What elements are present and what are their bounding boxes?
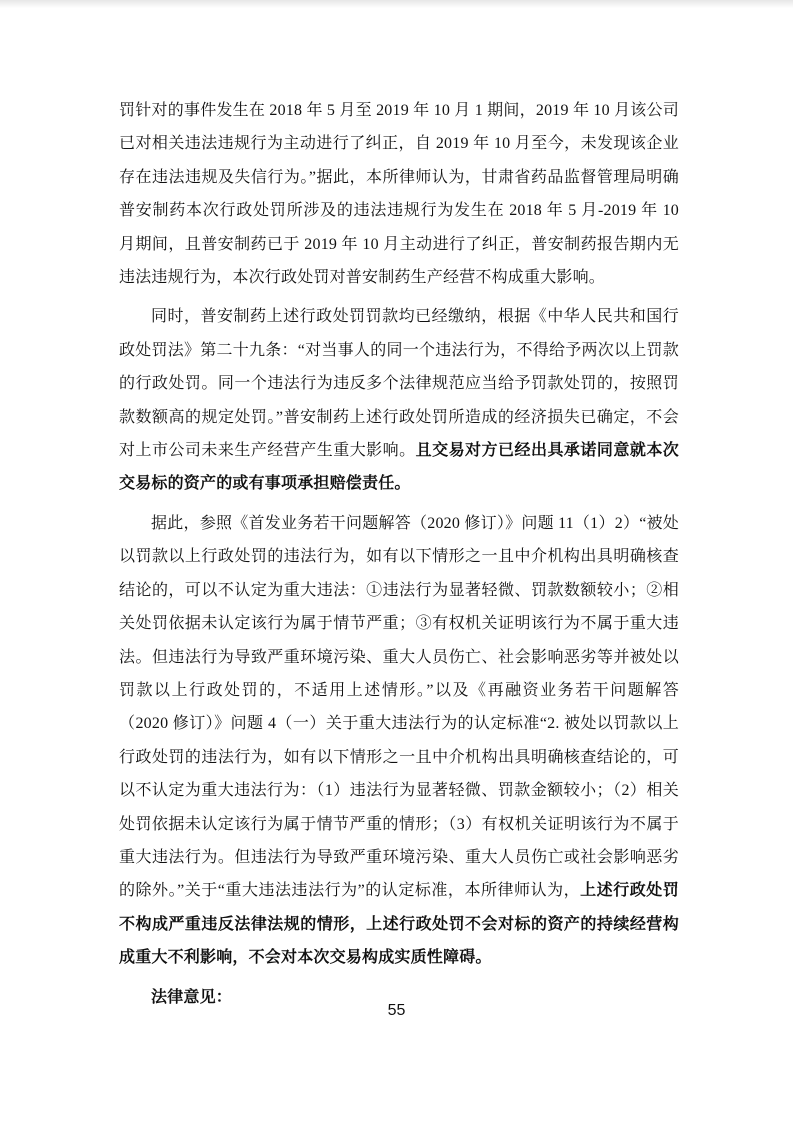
body-text: 据此，参照《首发业务若干问题解答（2020 修订）》问题 11（1）2）“被处以罚款以上行政处罚的违法行为，如有以下情形之一且中介机构出具明确核查结论的，可以不认定为重大违法：①违法行为显著轻微、罚款数额较小；②相关处罚依据未认定该行为属于情节严重；③有权机关证明该行为不属于重大违法。但违法行为导致严重环境污染、重大人员伤亡、社会影响恶劣等并被处以罚款以上行政处罚的，不适用上述情形。”以及《再融资业务若干问题解答（2020 修订）》问题 4（一）关于重大违法行为的认定标准“2. 被处以罚款以上行政处罚的违法行为，如有以下情形之一且中介机构出具明确核查结论的，可以不认定为重大违法行为：（1）违法行为显著轻微、罚款金额较小；（2）相关处罚依据未认定该行为属于情节严重的情形；（3）有权机关证明该行为不属于重大违法行为。但违法行为导致严重环境污染、重大人员伤亡或社会影响恶劣的除外。”关于“重大违法违法行为”的认定标准，本所律师认为， [119,514,679,900]
paragraph [119,507,679,975]
body-text: 罚针对的事件发生在 2018 年 5 月至 2019 年 10 月 1 期间，2019 年 10 月该公司已对相关违法违规行为主动进行了纠正，自 2019 年 10 月至今，未发现该企业存在违法违规及失信行为。”据此，本所律师认为，甘肃省药品监督管理局明确普安制药本次行政处罚所涉及的违法违规行为发生在 2018 年 5 月-2019 年 10 月期间，且普安制药已于 2019 年 10 月主动进行了纠正，普安制药报告期内无违法违规行为，本次行政处罚对普安制药生产经营不构成重大影响。 [119,102,679,287]
body-text: 同时，普安制药上述行政处罚罚款均已经缴纳，根据《中华人民共和国行政处罚法》第二十九条：“对当事人的同一个违法行为，不得给予两次以上罚款的行政处罚。同一个违法行为违反多个法律规范应当给予罚款处罚的，按照罚款数额高的规定处罚。”普安制药上述行政处罚所造成的经济损失已确定，不会对上市公司未来生产经营产生重大影响。 [119,308,679,460]
paragraph [119,94,679,294]
emphasis-text: 上述行政处罚不构成严重违反法律法规的情形，上述行政处罚不会对标的资产的持续经营构成重大不利影响，不会对本次交易构成实质性障碍。 [119,882,679,967]
document-body [119,94,679,1014]
document-paragraphs [119,94,679,975]
paragraph [119,300,679,500]
page-edge-shadow [0,0,793,8]
page-number: 55 [387,1002,406,1019]
legal-opinion-heading: 法律意见： [151,988,233,1006]
emphasis-text: 且交易对方已经出具承诺同意就本次交易标的资产的或有事项承担赔偿责任。 [119,442,680,493]
